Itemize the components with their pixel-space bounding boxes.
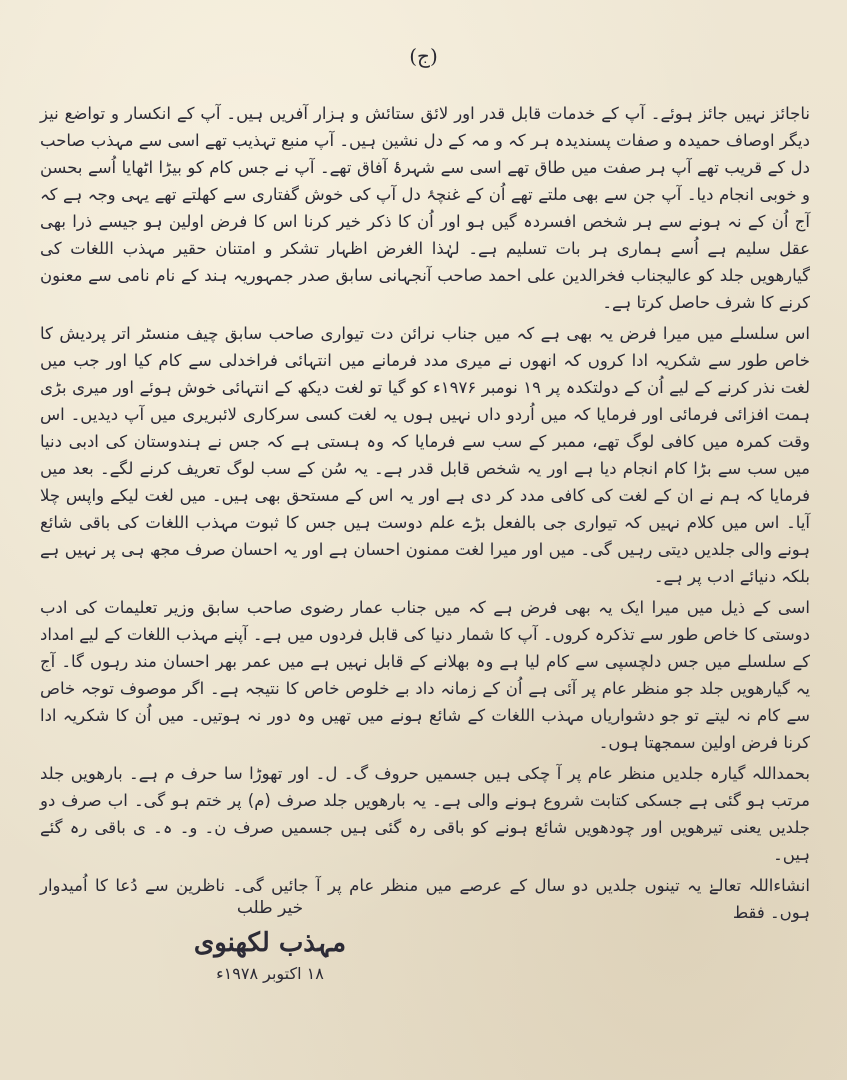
paragraph-rizvi-thanks: اسی کے ذیل میں میرا ایک یہ بھی فرض ہے کہ میں جناب عمار رضوی صاحب سابق وزیر تعلیمات کی ادب دوستی کا خاص طور سے تذکرہ کروں۔ آپ کا شمار دنیا کی قابل فردوں میں ہے۔ آپنے مہذب اللغات کے لیے امداد کے سلسلے میں جس دلچسپی سے کام لیا ہے وہ بھلانے کے قابل نہیں ہے میں عمر بھر احسان مند رہوں گا۔ آج یہ گیارھویں جلد جو منظر عام پر آئی ہے اُن کے زمانہ داد بے خلوص خاص کا نتیجہ ہے۔ اگر موصوف توجہ خاص سے کام نہ لیتے تو جو دشواریاں مہذب اللغات کے شائع ہونے میں تھیں وہ دور نہ ہوتیں۔ میں اُن کا شکریہ ادا کرنا فرض اولین سمجھتا ہوں۔: [40, 598, 810, 752]
author-signature: مہذب لکھنوی: [193, 928, 347, 958]
paragraph-dedication: ناجائز نہیں جائز ہوئے۔ آپ کے خدمات قابل قدر اور لائق ستائش و ہزار آفریں ہیں۔ آپ کے انکسار و تواضع نیز دیگر اوصاف حمیدہ و صفات پسندیدہ ہر کہ و مہ کے دل نشین ہیں۔ آپ منبع تہذیب تھے اسی سے مہذب صاحب دل کے قریب تھے آپ ہر صفت میں طاق تھے اسی سے شہرۂ آفاق تھے۔ آپ نے جس کام کو بیڑا اٹھایا اُسے بحسن و خوبی انجام دیا۔ آپ جن سے بھی ملتے تھے اُن کے غنچۂ دل آپ کی خوش گفتاری سے کھلتے تھے یہی وجہ ہے کہ آج اُن کے نہ ہونے سے ہر شخص افسردہ گیں ہو اور اُن کا ذکر خیر کرنا اس کا فرض اولین ہو جیسے ذرا بھی عقل سلیم ہے اُسے ہماری ہر بات تسلیم ہے۔ لہٰذا الغرض اظہار تشکر و امتنان حقیر مہذب اللغات کی گیارھویں جلد کو عالیجناب فخرالدین علی احمد صاحب آنجہانی سابق صدر جمہوریہ ہند کے نام نامی سے معنون کرنے کا شرف حاصل کرتا ہے۔: [40, 104, 810, 312]
paragraph-tiwari-thanks: اس سلسلے میں میرا فرض یہ بھی ہے کہ میں جناب نرائن دت تیواری صاحب سابق چیف منسٹر اتر پردیش کا خاص طور سے شکریہ ادا کروں کہ انھوں نے میری مدد فرمانے میں انتہائی فراخدلی سے کام کیا اور جب میں لغت نذر کرنے کے لیے اُن کے دولتکدہ پر ۱۹ نومبر ۱۹۷۶ء کو گیا تو لغت دیکھ کے انتہائی خوش ہوئے اور میری بڑی ہمت افزائی فرمائی اور فرمایا کہ میں اُردو داں نہیں ہوں یہ لغت کسی سرکاری لائبریری میں آپ دیدیں۔ اس وقت کمرہ میں کافی لوگ تھے، ممبر کے سب سے فرمایا کہ وہ ہستی ہے کہ جس نے ہندوستان کی ادبی دنیا میں سب سے بڑا کام انجام دیا ہے اور یہ شخص قابل قدر ہے۔ یہ سُن کے سب لوگ تعریف کرنے لگے۔ بعد میں فرمایا کہ ہم نے ان کے لغت کی کافی مدد کر دی ہے اور یہ اس کے مستحق بھی ہیں۔ میں لغت لیکے واپس چلا آیا۔ اس میں کلام نہیں کہ تیواری جی بالفعل بڑے علم دوست ہیں جس کا ثبوت مہذب اللغات کی باقی شائع ہونے والی جلدیں دیتی رہیں گی۔ میں اور میرا لغت ممنون احسان ہے اور یہ احسان صرف مجھ ہی پر نہیں ہے بلکہ دنیائے ادب پر ہے۔: [40, 324, 810, 586]
paragraph-closing-prayer: انشاءاللہ تعالےٰ یہ تینوں جلدیں دو سال کے عرصے میں منظر عام پر آ جائیں گی۔ ناظرین سے دُعا کا اُمیدوار ہوں۔ فقط: [40, 876, 810, 922]
body-text: [40, 100, 810, 930]
page-number: (ج): [409, 44, 438, 68]
paragraph-volumes-status: بحمداللہ گیارہ جلدیں منظر عام پر آ چکی ہیں جسمیں حروف گ۔ ل۔ اور تھوڑا سا حرف م ہے۔ بارھویں جلد مرتب ہو گئی ہے جسکی کتابت شروع ہونے والی ہے۔ یہ بارھویں جلد صرف (م) پر ختم ہو گی۔ اب صرف دو جلدیں یعنی تیرھویں اور چودھویں شائع ہونے کو باقی رہ گئی ہیں جسمیں صرف ن۔ و۔ ہ۔ ی باقی رہ گئے ہیں۔: [40, 764, 810, 864]
closing-salutation: خیر طلب: [236, 898, 304, 918]
closing-block: [170, 898, 370, 983]
signature-date: ۱۸ اکتوبر ۱۹۷۸ء: [216, 964, 324, 983]
